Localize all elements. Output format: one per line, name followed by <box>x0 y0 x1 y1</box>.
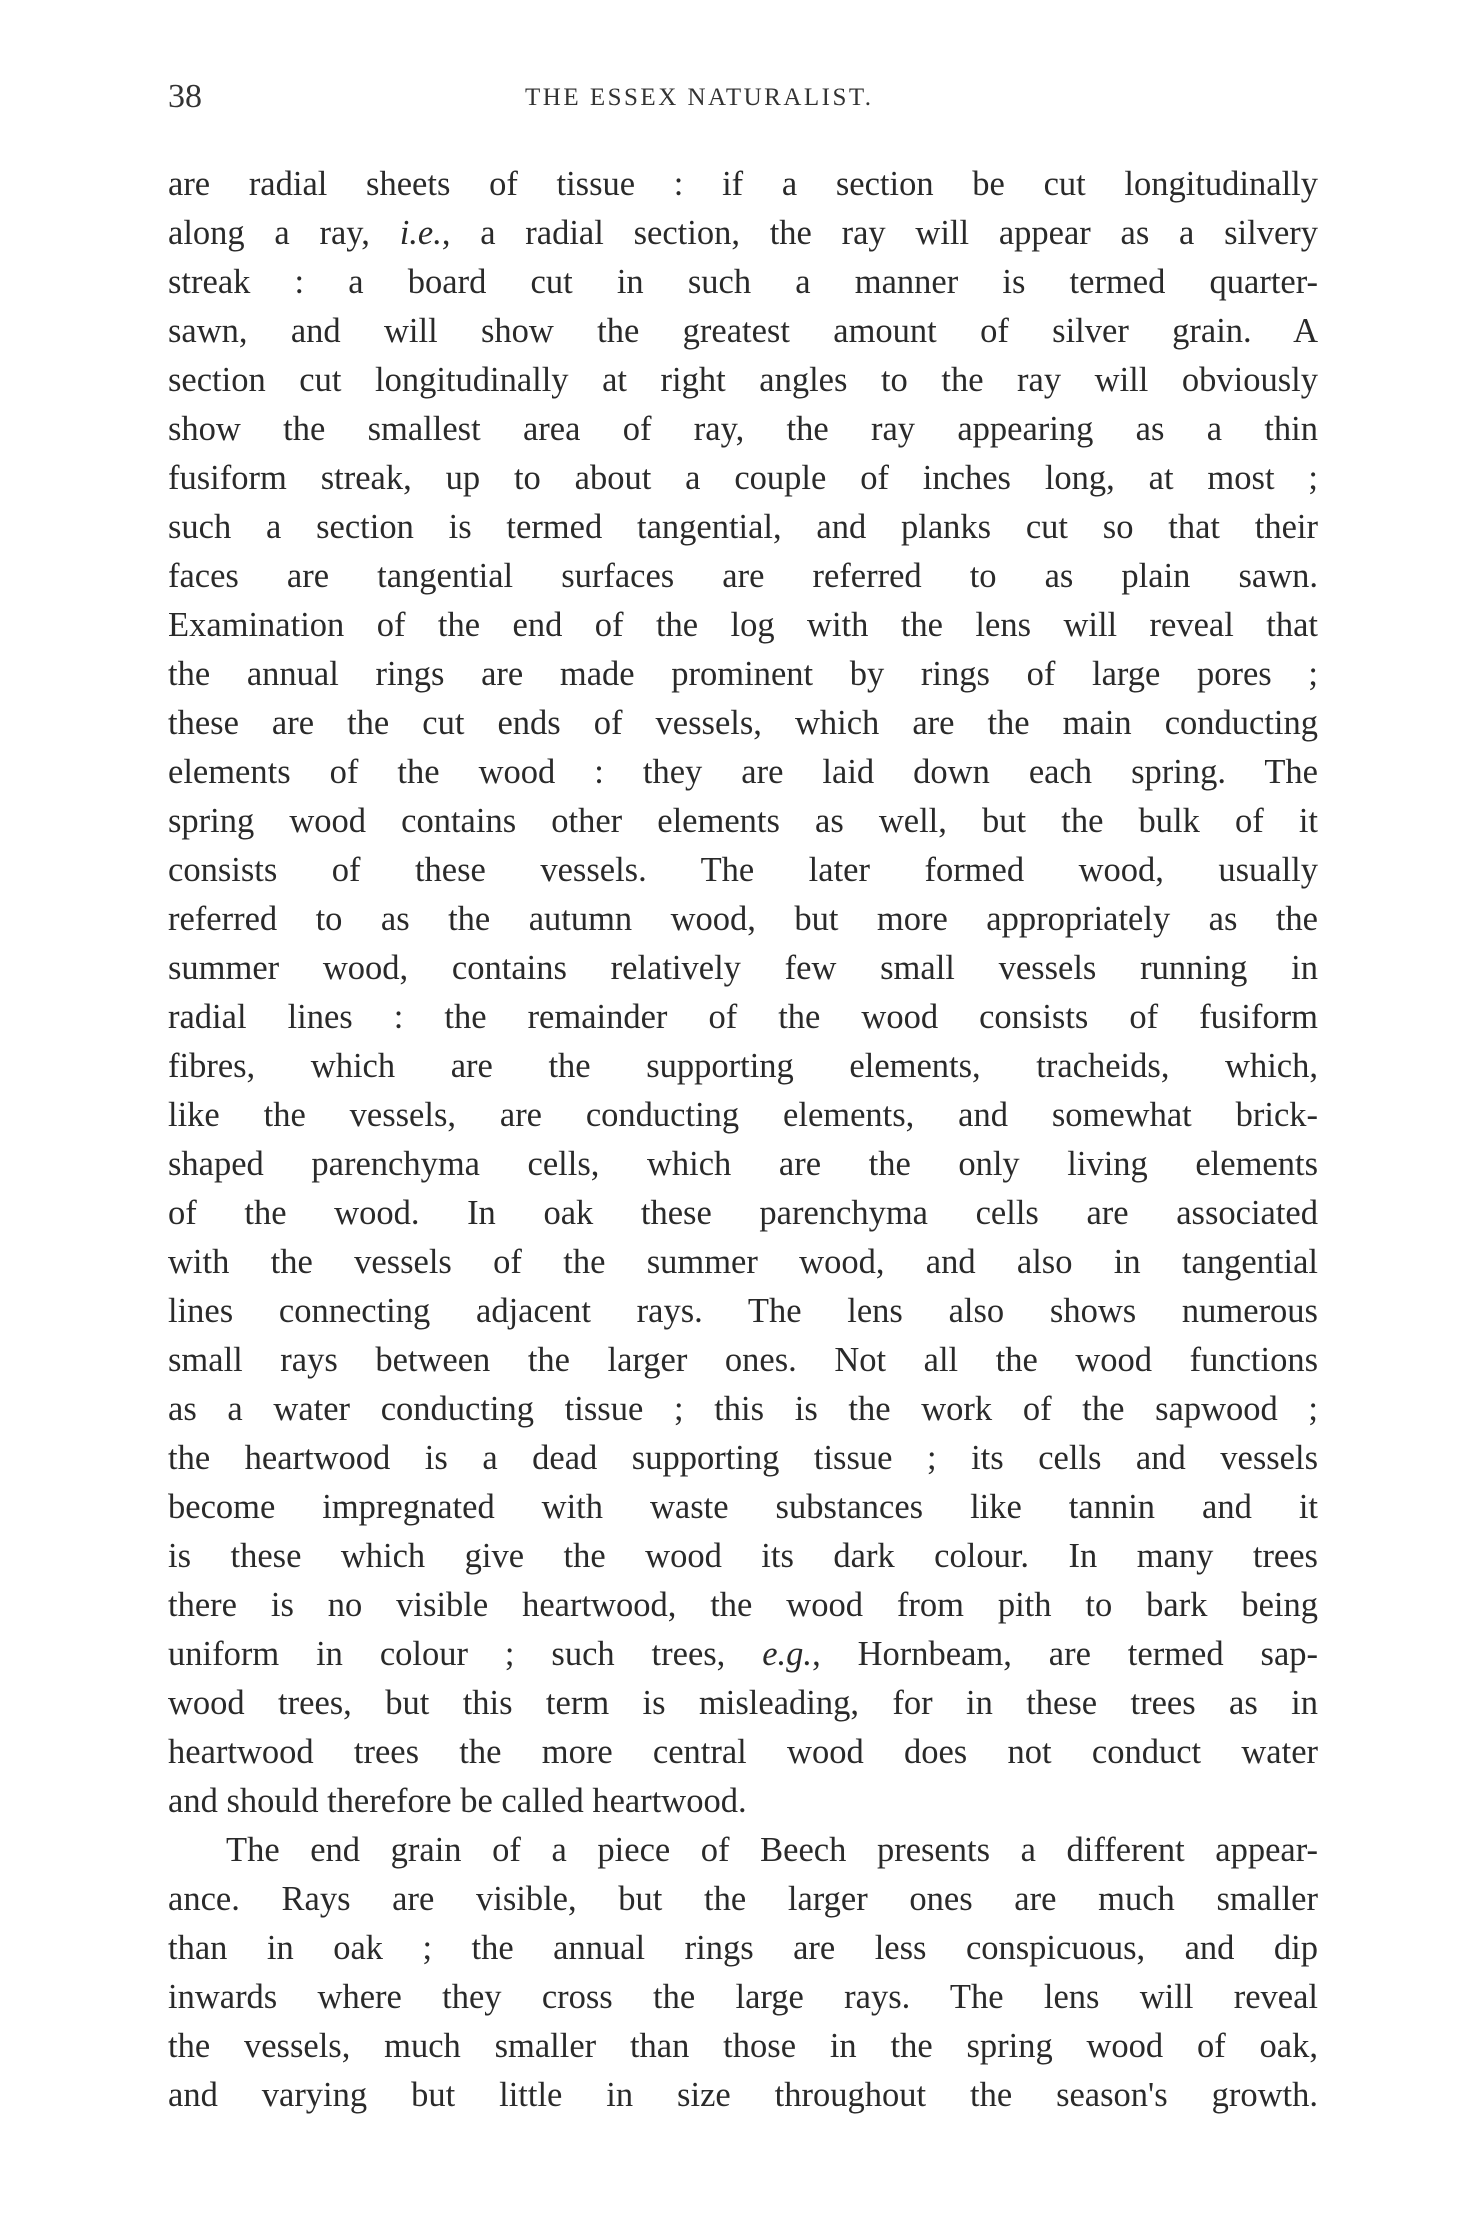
text-line: the heartwood is a dead supporting tissue ; its cells and vessels <box>168 1439 1318 1477</box>
text-line: section cut longitudinally at right angles to the ray will obviously <box>168 361 1318 399</box>
text-line: The end grain of a piece of Beech presents a different appear- <box>226 1831 1318 1869</box>
text-line: and varying but little in size throughout the season's growth. <box>168 2076 1318 2114</box>
text-line: spring wood contains other elements as well, but the bulk of it <box>168 802 1318 840</box>
text-line: wood trees, but this term is misleading, for in these trees as in <box>168 1684 1318 1722</box>
text-line: small rays between the larger ones. Not all the wood functions <box>168 1341 1318 1379</box>
text-line: Examination of the end of the log with the lens will reveal that <box>168 606 1318 644</box>
text-line: of the wood. In oak these parenchyma cells are associated <box>168 1194 1318 1232</box>
text-line: elements of the wood : they are laid down each spring. The <box>168 753 1318 791</box>
text-line: become impregnated with waste substances like tannin and it <box>168 1488 1318 1526</box>
page-header <box>168 78 1318 122</box>
text-line: streak : a board cut in such a manner is termed quarter- <box>168 263 1318 301</box>
text-line: radial lines : the remainder of the wood consists of fusiform <box>168 998 1318 1036</box>
page-number: 38 <box>168 78 202 115</box>
text-line: consists of these vessels. The later formed wood, usually <box>168 851 1318 889</box>
text-line: and should therefore be called heartwood. <box>168 1782 747 1820</box>
text-line: lines connecting adjacent rays. The lens also shows numerous <box>168 1292 1318 1330</box>
text-line: uniform in colour ; such trees, e.g., Hornbeam, are termed sap- <box>168 1635 1318 1673</box>
text-line: sawn, and will show the greatest amount of silver grain. A <box>168 312 1318 350</box>
paragraph <box>168 160 1318 1826</box>
text-line: with the vessels of the summer wood, and also in tangential <box>168 1243 1318 1281</box>
text-line: along a ray, i.e., a radial section, the ray will appear as a silvery <box>168 214 1318 252</box>
text-line: referred to as the autumn wood, but more appropriately as the <box>168 900 1318 938</box>
text-line: show the smallest area of ray, the ray appearing as a thin <box>168 410 1318 448</box>
body-text <box>168 160 1318 2120</box>
text-line: than in oak ; the annual rings are less conspicuous, and dip <box>168 1929 1318 1967</box>
running-head: THE ESSEX NATURALIST. <box>525 84 874 111</box>
text-line: fibres, which are the supporting elements, tracheids, which, <box>168 1047 1318 1085</box>
text-line: ance. Rays are visible, but the larger ones are much smaller <box>168 1880 1318 1918</box>
text-line: the annual rings are made prominent by rings of large pores ; <box>168 655 1318 693</box>
text-line: like the vessels, are conducting elements, and somewhat brick- <box>168 1096 1318 1134</box>
text-line: are radial sheets of tissue : if a section be cut longitudinally <box>168 165 1318 203</box>
text-line: heartwood trees the more central wood does not conduct water <box>168 1733 1318 1771</box>
paragraph <box>168 1826 1318 2120</box>
text-line: faces are tangential surfaces are referred to as plain sawn. <box>168 557 1318 595</box>
text-line: summer wood, contains relatively few small vessels running in <box>168 949 1318 987</box>
text-line: the vessels, much smaller than those in the spring wood of oak, <box>168 2027 1318 2065</box>
text-line: inwards where they cross the large rays. The lens will reveal <box>168 1978 1318 2016</box>
text-line: shaped parenchyma cells, which are the only living elements <box>168 1145 1318 1183</box>
text-line: is these which give the wood its dark colour. In many trees <box>168 1537 1318 1575</box>
text-line: as a water conducting tissue ; this is the work of the sapwood ; <box>168 1390 1318 1428</box>
text-line: these are the cut ends of vessels, which are the main conducting <box>168 704 1318 742</box>
text-line: there is no visible heartwood, the wood from pith to bark being <box>168 1586 1318 1624</box>
text-line: fusiform streak, up to about a couple of inches long, at most ; <box>168 459 1318 497</box>
text-line: such a section is termed tangential, and planks cut so that their <box>168 508 1318 546</box>
